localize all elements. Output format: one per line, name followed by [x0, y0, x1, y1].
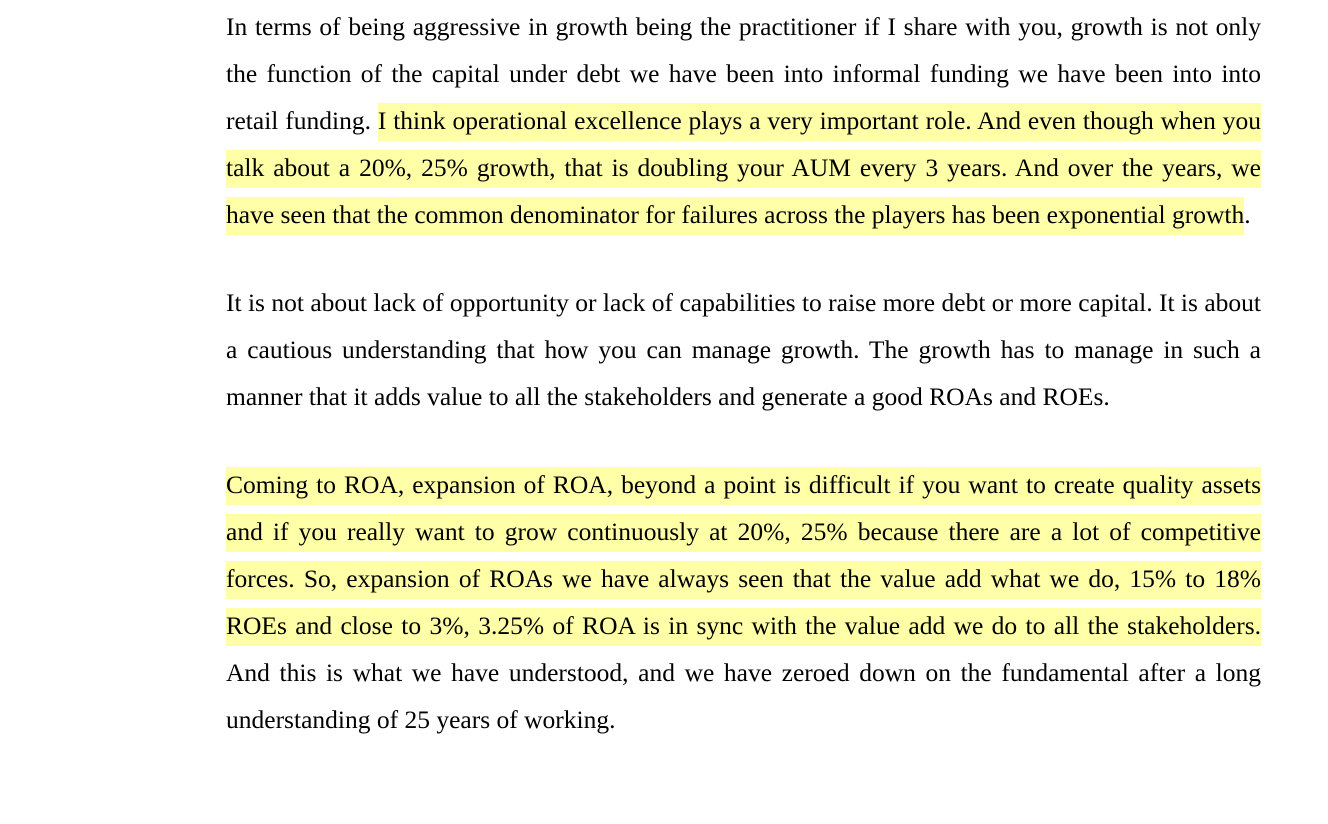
highlighted-passage-1: I think operational excellence plays a very important role. And even though when you talk about a 20%, 25% growth, that is doubling your AUM every 3 years. And over the years, we have seen that the common denominator for failures across the players has been exponential growth	[226, 103, 1261, 235]
paragraph-3	[226, 461, 1261, 743]
paragraph-1-end: .	[1244, 200, 1251, 229]
highlighted-passage-2: Coming to ROA, expansion of ROA, beyond a point is difficult if you want to create quality assets and if you really want to grow continuously at 20%, 25% because there are a lot of competitive forces. So, expansion of ROAs we have always seen that the value add what we do, 15% to 18% ROEs and close to 3%, 3.25% of ROA is in sync with the value add we do to all the stakeholders.	[226, 467, 1261, 646]
paragraph-2	[226, 279, 1261, 420]
paragraph-2-text: It is not about lack of opportunity or lack of capabilities to raise more debt or more capital. It is about a cautious understanding that how you can manage growth. The growth has to manage in such a manner that it adds value to all the stakeholders and generate a good ROAs and ROEs.	[226, 288, 1261, 411]
paragraph-3-text: And this is what we have understood, and we have zeroed down on the fundamental after a long understanding of 25 years of working.	[226, 658, 1261, 734]
transcript-body	[226, 3, 1261, 743]
paragraph-1	[226, 3, 1261, 238]
paragraph-1-text: In terms of being aggressive in growth being the practitioner if I share with you, growth is not only the function of the capital under debt we have been into informal funding we have been into into retail funding.	[226, 12, 1261, 135]
